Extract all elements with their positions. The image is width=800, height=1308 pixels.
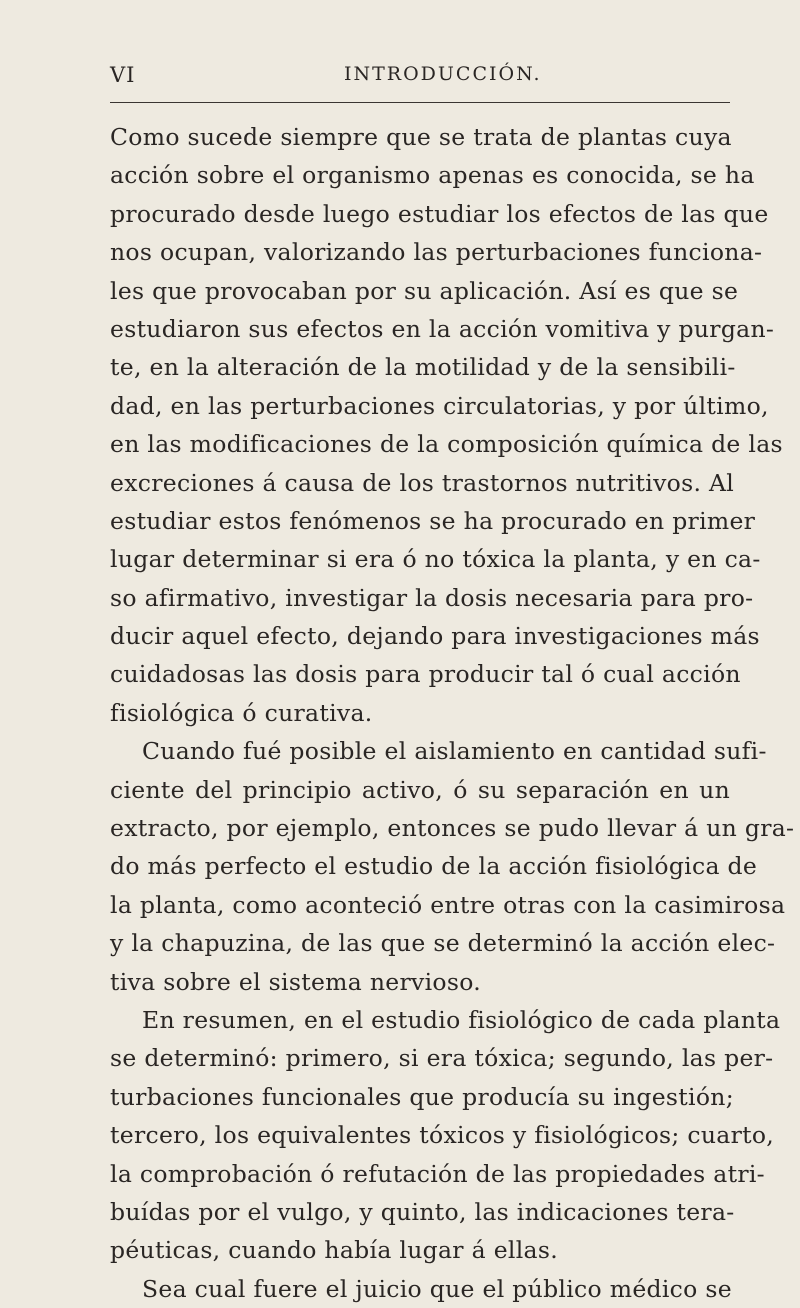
text-line: dad, en las perturbaciones circulatorias, y por último,	[110, 391, 769, 420]
text-line: Cuando fué posible el aislamiento en cantidad sufi-	[142, 737, 767, 766]
text-line: la planta, como aconteció entre otras con la casimirosa	[110, 890, 786, 919]
text-line: te, en la alteración de la motilidad y de la sensibili-	[110, 353, 736, 382]
text-line: ciente del principio activo, ó su separación en un	[110, 775, 730, 804]
body-text	[110, 118, 795, 1308]
text-line: turbaciones funcionales que producía su ingestión;	[110, 1082, 734, 1111]
header-rule	[110, 102, 730, 103]
text-line: estudiar estos fenómenos se ha procurado en primer	[110, 506, 756, 535]
text-line: tiva sobre el sistema nervioso.	[110, 967, 482, 996]
text-line: Como sucede siempre que se trata de plantas cuya	[110, 123, 732, 151]
text-line: En resumen, en el estudio fisiológico de cada planta	[142, 1005, 781, 1034]
text-line: fisiológica ó curativa.	[110, 698, 373, 727]
text-line: extracto, por ejemplo, entonces se pudo llevar á un gra-	[110, 814, 795, 843]
text-line: les que provocaban por su aplicación. Así es que se	[110, 276, 739, 305]
text-line: estudiaron sus efectos en la acción vomitiva y purgan-	[110, 314, 775, 343]
text-line: Sea cual fuere el juicio que el público médico se	[142, 1274, 732, 1303]
text-line: en las modificaciones de la composición química de las	[110, 430, 783, 459]
page-number: VI	[110, 63, 136, 87]
text-line: la comprobación ó refutación de las propiedades atri-	[110, 1159, 765, 1188]
text-line: se determinó: primero, si era tóxica; segundo, las per-	[110, 1044, 774, 1073]
text-line: péuticas, cuando había lugar á ellas.	[110, 1236, 558, 1265]
text-line: lugar determinar si era ó no tóxica la planta, y en ca-	[110, 545, 761, 574]
text-line: do más perfecto el estudio de la acción fisiológica de	[110, 852, 758, 881]
text-line: acción sobre el organismo apenas es conocida, se ha	[110, 161, 755, 190]
text-line: ducir aquel efecto, dejando para investigaciones más	[110, 622, 760, 651]
text-line: cuidadosas las dosis para producir tal ó cual acción	[110, 660, 741, 689]
text-line: y la chapuzina, de las que se determinó la acción elec-	[110, 929, 776, 958]
page-header	[110, 63, 710, 93]
text-line: excreciones á causa de los trastornos nutritivos. Al	[110, 468, 735, 497]
text-line: nos ocupan, valorizando las perturbaciones funciona-	[110, 238, 763, 267]
text-line: buídas por el vulgo, y quinto, las indicaciones tera-	[110, 1197, 735, 1226]
text-line: tercero, los equivalentes tóxicos y fisiológicos; cuarto,	[110, 1121, 775, 1150]
running-title: INTRODUCCIÓN.	[344, 63, 542, 85]
text-line: so afirmativo, investigar la dosis necesaria para pro-	[110, 583, 754, 612]
text-line: procurado desde luego estudiar los efectos de las que	[110, 199, 769, 228]
